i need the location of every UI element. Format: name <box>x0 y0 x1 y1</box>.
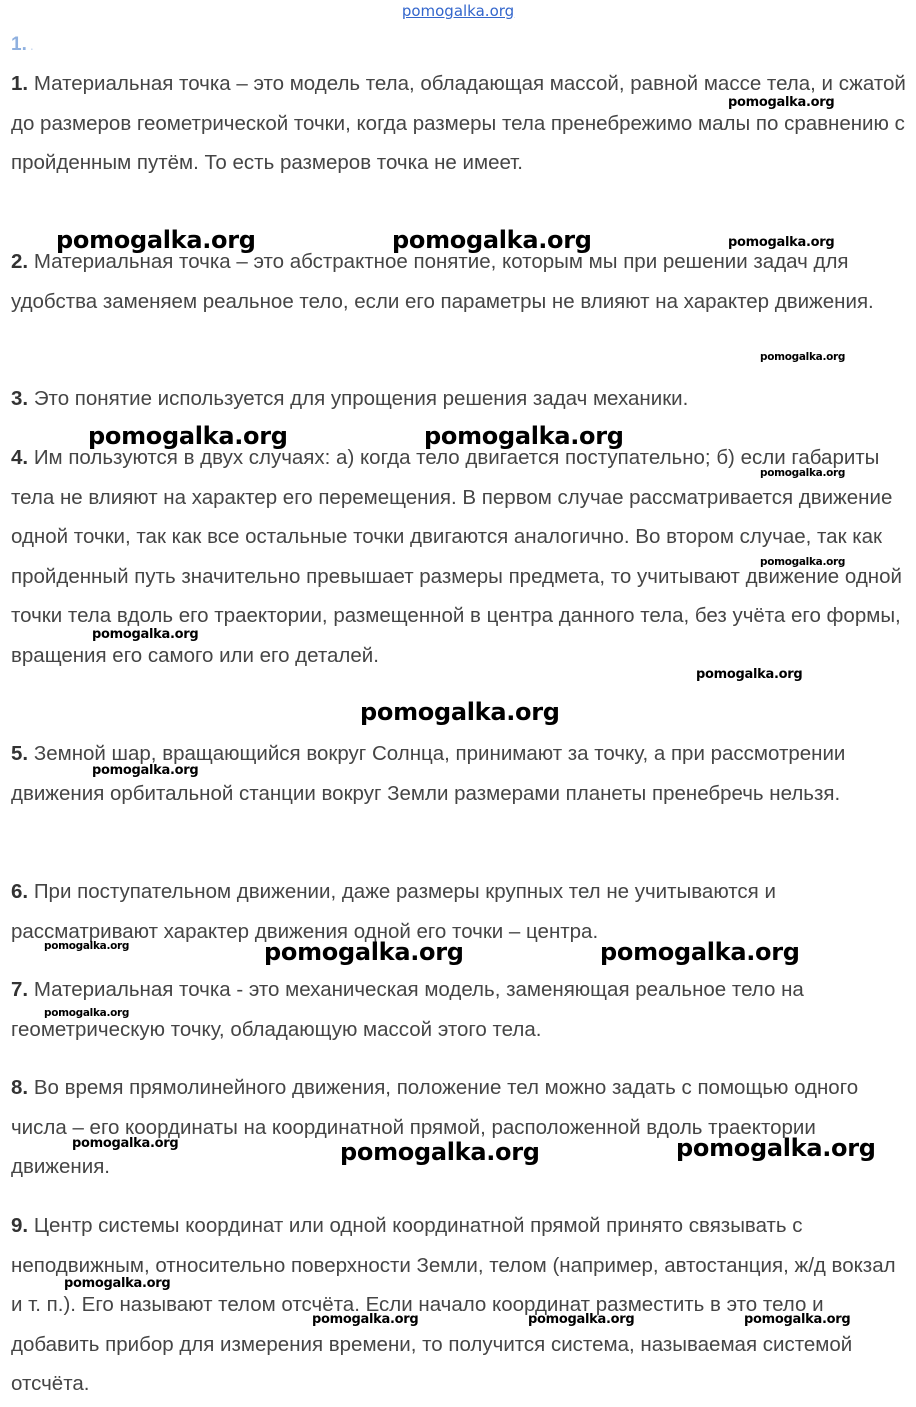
watermark: pomogalka.org <box>264 938 464 966</box>
answer-9: 9. Центр системы координат или одной координатной прямой принято связывать с неподвижным, относительно поверхности Земли, телом (например, автостанция, ж/д вокзал и т. п.). Его называют телом отсчёта. Если начало координат разместить в это тело и добавить прибор для измерения времени, то получится система, называемая системой отсчёта. <box>11 1214 896 1395</box>
top-watermark-link[interactable]: pomogalka.org <box>401 2 515 20</box>
watermark: pomogalka.org <box>92 627 199 642</box>
watermark: pomogalka.org <box>44 1007 130 1019</box>
watermark: pomogalka.org <box>676 1134 876 1162</box>
watermark: pomogalka.org <box>340 1138 540 1166</box>
watermark: pomogalka.org <box>44 940 130 952</box>
watermark: pomogalka.org <box>760 351 846 363</box>
watermark: pomogalka.org <box>88 422 288 450</box>
watermark: pomogalka.org <box>744 1312 851 1327</box>
watermark: pomogalka.org <box>424 422 624 450</box>
watermark: pomogalka.org <box>696 667 803 682</box>
watermark: pomogalka.org <box>92 763 199 778</box>
watermark: pomogalka.org <box>360 698 560 726</box>
answer-2: 2. Материальная точка – это абстрактное понятие, которым мы при решении задач для удобства заменяем реальное тело, если его параметры не влияют на характер движения. <box>11 250 874 313</box>
watermark: pomogalka.org <box>760 556 846 568</box>
answer-4: 4. Им пользуются в двух случаях: а) когда тело двигается поступательно; б) если габариты тела не влияют на характер его перемещения. В первом случае рассматривается движение одной точки, так как все остальные точки двигаются аналогично. Во втором случае, так как пройденный путь значительно превышает размеры предмета, то учитывают движение одной точки тела вдоль его траектории, размещенной в центра данного тела, без учёта его формы, вращения его самого или его деталей. <box>11 446 902 667</box>
watermark: pomogalka.org <box>600 938 800 966</box>
answer-8: 8. Во время прямолинейного движения, положение тел можно задать с помощью одного числа – его координаты на координатной прямой, расположенной вдоль траектории движения. <box>11 1076 859 1178</box>
watermark: pomogalka.org <box>56 226 256 254</box>
watermark: pomogalka.org <box>312 1312 419 1327</box>
answer-3: 3. Это понятие используется для упрощения решения задач механики. <box>11 387 689 410</box>
watermark: pomogalka.org <box>64 1276 171 1291</box>
answer-7: 7. Материальная точка - это механическая модель, заменяющая реальное тело на геометрическую точку, обладающую массой этого тела. <box>11 978 804 1041</box>
watermark: pomogalka.org <box>392 226 592 254</box>
watermark: pomogalka.org <box>528 1312 635 1327</box>
answer-6: 6. При поступательном движении, даже размеры крупных тел не учитываются и рассматривают характер движения одной его точки – центра. <box>11 880 776 943</box>
answer-1: 1. Материальная точка – это модель тела, обладающая массой, равной массе тела, и сжатой до размеров геометрической точки, когда размеры тела пренебрежимо малы по сравнению с пройденным путём. То есть размеров точка не имеет. <box>11 72 906 174</box>
watermark: pomogalka.org <box>72 1136 179 1151</box>
watermark: pomogalka.org <box>728 235 835 250</box>
section-number: 1. . <box>11 34 34 55</box>
watermark: pomogalka.org <box>728 95 835 110</box>
answer-5: 5. Земной шар, вращающийся вокруг Солнца, принимают за точку, а при рассмотрении движения орбитальной станции вокруг Земли размерами планеты пренебречь нельзя. <box>11 742 846 805</box>
watermark: pomogalka.org <box>760 467 846 479</box>
